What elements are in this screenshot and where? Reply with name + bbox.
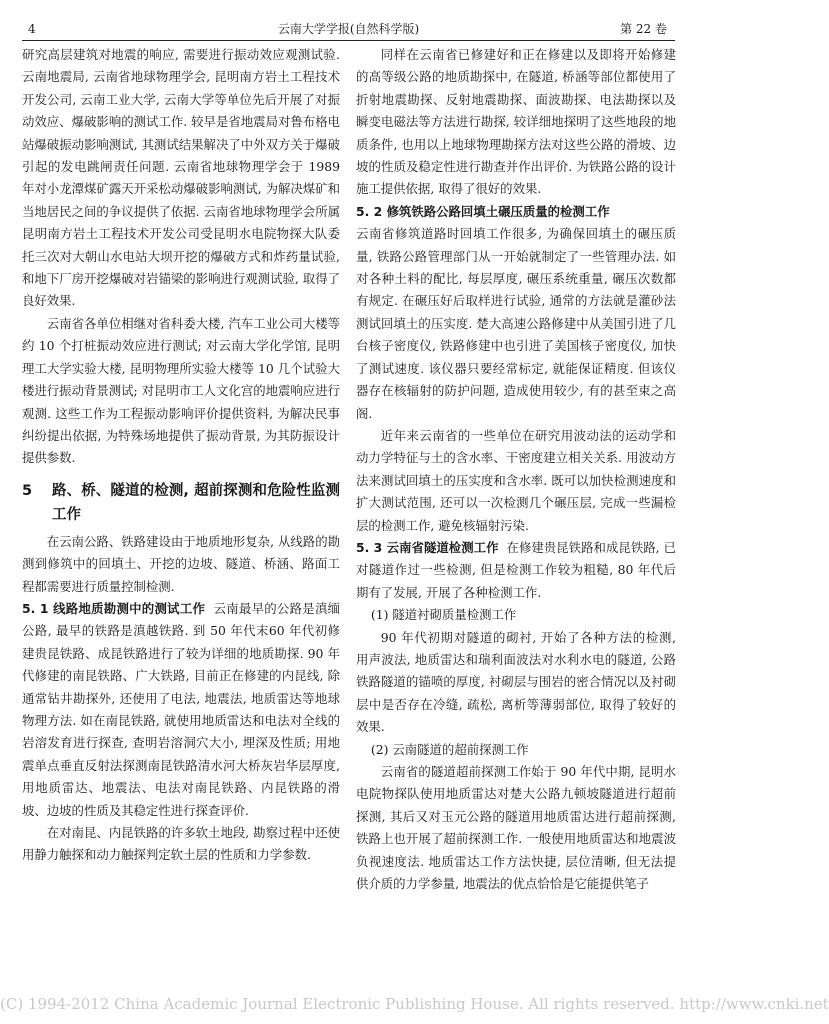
section-title: 路、桥、隧道的检测, 超前探测和危险性监测工作	[52, 482, 340, 523]
running-header	[22, 18, 675, 41]
page-number: 4	[28, 22, 36, 36]
right-column	[356, 44, 676, 895]
paragraph: 同样在云南省已修建好和正在修建以及即将开始修建的高等级公路的地质勘探中, 在隧道, 桥涵等部位都使用了折射地震勘探、反射地震勘探、面波勘探、电法勘探以及瞬变电磁法等方法进行勘探, 较详细地探明了这些地段的地质条件, 也用以上地球物理勘探方法对这些公路的滑坡、边坡的性质及稳定性进行勘查并作出评价. 为铁路公路的设计施工提供依据, 取得了很好的效果.	[356, 47, 676, 197]
subsection-body: 在修建贵昆铁路和成昆铁路, 已对隧道作过一些检测, 但是检测工作较为粗糙, 80 年代后期有了发展, 开展了各种检测工作.	[356, 539, 676, 600]
subsection-body: 云南最早的公路是滇缅公路, 最早的铁路是滇越铁路. 到 50 年代末60 年代初修建贵昆铁路、成昆铁路进行了较为详细的地质勘探. 90 年代修建的南昆铁路、广大铁路, 目前正在修建的内昆线, 除通常钻井勘探外, 还使用了电法, 地震法, 地质雷达等地球物理方法. 如在南昆铁路, 就使用地质雷达和电法对全线的岩溶发育进行探查, 查明岩溶洞穴大小, 埋深及性质; 用地震单点垂直反射法探测南昆铁路清水河大桥灰岩华层厚度, 用地质雷达、地震法、电法对南昆铁路、内昆铁路的滑坡、边坡的性质及其稳定性进行探查评价.	[22, 600, 340, 818]
paragraph: 云南省各单位相继对省科委大楼, 汽车工业公司大楼等约 10 个打桩振动效应进行测试; 对云南大学化学馆, 昆明理工大学实验大楼, 昆明物理所实验大楼等 10 几个试验大楼进行振动背景测试; 对昆明市工人文化宫的地震响应进行观测. 这些工作为工程振动影响评价提供资料, 为解决民事纠纷提出依据, 为特殊场地提供了振动背景, 为其防振设计提供参数.	[22, 315, 340, 466]
paragraph: 云南省修筑道路时回填工作很多, 为确保回填土的碾压质量, 铁路公路管理部门从一开始就制定了一些管理办法. 如对各种土料的配比, 每层厚度, 碾压系统重量, 碾压次数都有规定. 在碾压好后取样进行试验, 通常的方法就是灌砂法测试回填土的压实度. 楚大高速公路修建中从美国引进了几台核子密度仪, 铁路修建中也引进了美国核子密度仪, 加快了测试速度. 该仪器只要经常标定, 就能保证精度. 但该仪器存在核辐射的防护问题, 造成使用较少, 有的甚至束之高阁.	[356, 226, 676, 421]
subsection-paragraph	[22, 598, 340, 822]
subsection-heading: 5. 3 云南省隧道检测工作	[356, 539, 499, 555]
copyright-watermark: (C) 1994-2012 China Academic Journal Electronic Publishing House. All rights reserved. http://www.cnki.net	[0, 995, 829, 1013]
left-column	[22, 44, 340, 867]
paragraph: 近年来云南省的一些单位在研究用波动法的运动学和动力学特征与土的含水率、干密度建立相关关系. 用波动方法来测试回填土的压实度和含水率. 既可以加快检测速度和扩大测试范围, 还可以一次检测几个碾压层, 完成一些漏检层的检测工作, 避免核辐射污染.	[356, 427, 676, 533]
section-heading	[22, 479, 340, 527]
paragraph: 研究高层建筑对地震的响应, 需要进行振动效应观测试验. 云南地震局, 云南省地球物理学会, 昆明南方岩土工程技术开发公司, 云南工业大学, 云南大学等单位先后开展了对振动效应、爆破影响的测试工作. 较早是省地震局对鲁布格电站爆破振动影响测试, 其测试结果解决了中外双方关于爆破引起的发电跳闸责任问题. 云南省地球物理学会于 1989 年对小龙潭煤矿露天开采松动爆破影响测试, 为解决煤矿和当地居民之间的争议提供了依据. 云南省地球物理学会所属昆明南方岩土工程技术开发公司受昆明水电院物探大队委托三次对大朝山水电站大坝开挖的爆破方式和炸药量试验, 和地下厂房开挖爆破对岩锚梁的影响进行观测试验, 取得了良好效果.	[22, 47, 340, 309]
subsection-paragraph	[356, 537, 676, 604]
section-number: 5	[22, 482, 33, 499]
paragraph: 云南省的隧道超前探测工作始于 90 年代中期, 昆明水电院物探队使用地质雷达对楚大公路九顿坡隧道进行超前探测, 其后又对玉元公路的隧道用地质雷达进行超前探测, 铁路上也开展了超前探测工作. 一般使用地质雷达和地震波负视速度法. 地质雷达工作方法快捷, 层位清晰, 但无法提供介质的力学参量, 地震法的优点恰恰是它能提供笔子	[356, 764, 676, 892]
paragraph: 在云南公路、铁路建设由于地质地形复杂, 从线路的勘测到修筑中的回填土、开挖的边坡、隧道、桥涵、路面工程都需要进行质量控制检测.	[22, 533, 340, 594]
list-item-heading: (2) 云南隧道的超前探测工作	[370, 741, 529, 757]
subsection-heading: 5. 1 线路地质勘测中的测试工作	[22, 600, 206, 616]
journal-title: 云南大学学报(自然科学版)	[277, 22, 420, 36]
paragraph: 90 年代初期对隧道的砌衬, 开始了各种方法的检测, 用声波法, 地质雷达和瑞利面波法对水利水电的隧道, 公路铁路隧道的锚喷的厚度, 衬砌层与围岩的密合情况以及衬砌层中是否存在冷缝, 疏松, 离析等薄弱部位, 取得了较好的效果.	[356, 629, 676, 735]
list-item-heading: (1) 隧道衬砌质量检测工作	[370, 607, 517, 623]
subsection-heading: 5. 2 修筑铁路公路回填土碾压质量的检测工作	[356, 203, 610, 219]
paragraph: 在对南昆、内昆铁路的许多软土地段, 勘察过程中还使用静力触探和动力触探判定软土层的性质和力学参数.	[22, 825, 340, 863]
volume-label: 第 22 卷	[620, 22, 667, 36]
